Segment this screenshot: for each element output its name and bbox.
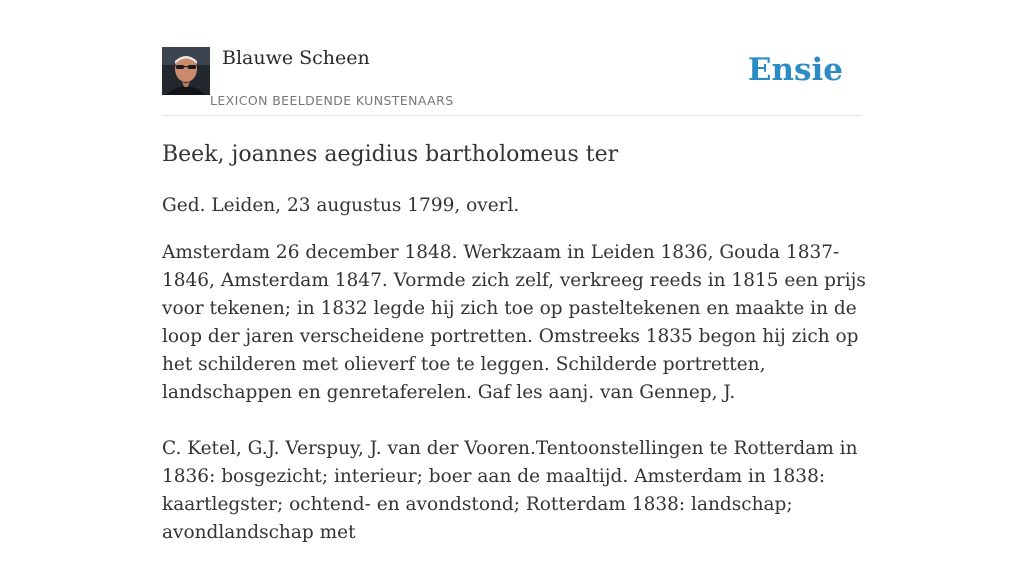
article-paragraph: Ged. Leiden, 23 augustus 1799, overl. — [162, 195, 520, 216]
article-title: Beek, joannes aegidius bartholomeus ter — [162, 142, 619, 167]
author-name[interactable]: Blauwe Scheen — [222, 47, 370, 69]
header-divider — [162, 115, 862, 116]
article-paragraph: Amsterdam 26 december 1848. Werkzaam in Leiden 1836, Gouda 1837-1846, Amsterdam 1847. Vormde zich zelf, verkreeg reeds in 1815 een prijs voor tekenen; in 1832 legde hij zich toe op pasteltekenen en maakte in de loop der jaren verscheidene portretten. Omstreeks 1835 begon hij zich op het schilderen met olieverf toe te leggen. Schilderde portretten, landschappen en genretaferelen. Gaf les aanj. van Gennep, J. — [162, 242, 866, 403]
article-body — [162, 192, 867, 566]
author-avatar[interactable] — [162, 47, 210, 95]
category-label[interactable]: LEXICON BEELDENDE KUNSTENAARS — [210, 93, 454, 108]
article-paragraph: C. Ketel, G.J. Verspuy, J. van der Vooren.Tentoonstellingen te Rotterdam in 1836: bosgezicht; interieur; boer aan de maaltijd. Amsterdam in 1838: kaartlegster; ochtend- en avondstond; Rotterdam 1838: landschap; avondlandschap met — [162, 438, 858, 543]
brand-logo[interactable]: Ensie — [747, 52, 843, 88]
avatar-photo — [162, 47, 210, 95]
